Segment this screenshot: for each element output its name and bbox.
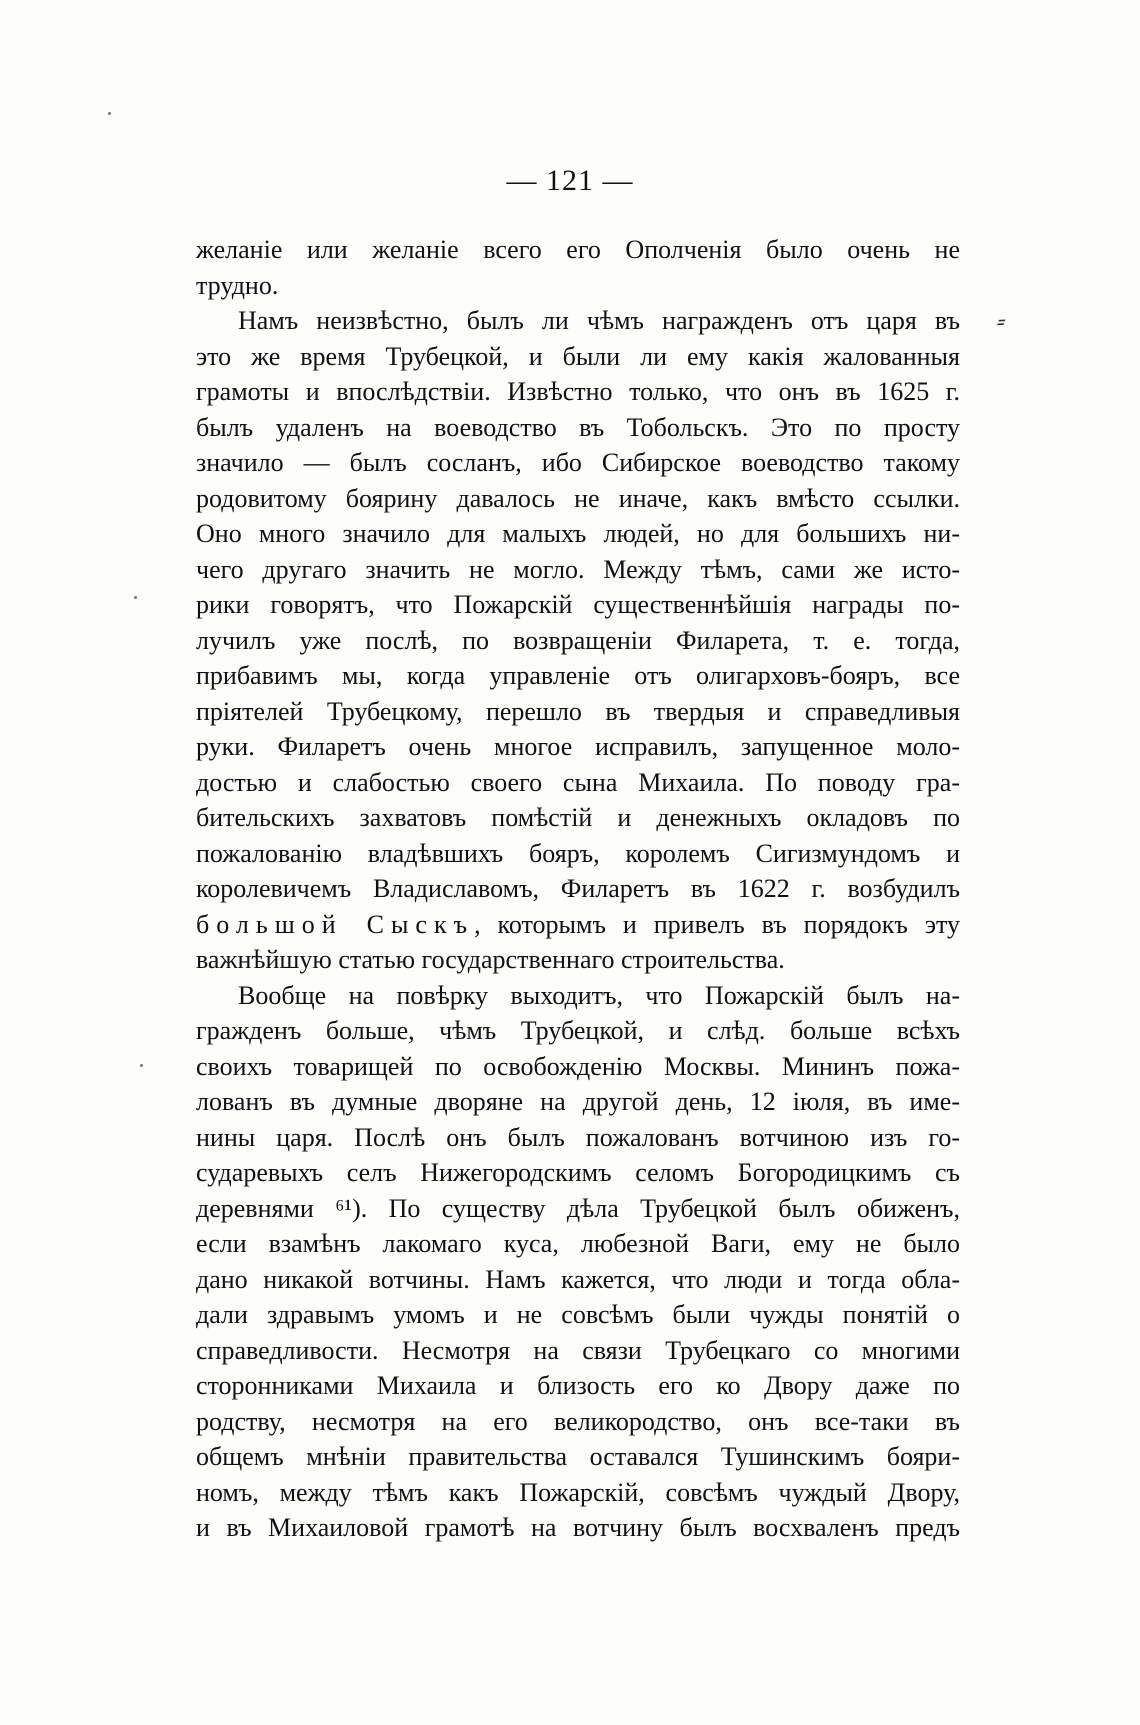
text-line: дано никакой вотчины. Намъ кажется, что люди и тогда обла- xyxy=(196,1264,960,1294)
text-line: важнѣйшую статью государственнаго строительства. xyxy=(196,945,785,974)
text-line: номъ, между тѣмъ какъ Пожарскій, совсѣмъ чуждый Двору, xyxy=(196,1477,960,1507)
text-line: справедливости. Несмотря на связи Трубецкаго со многими xyxy=(196,1335,960,1365)
body-text xyxy=(196,232,960,1546)
paragraph xyxy=(196,232,960,303)
text-line: рики говорятъ, что Пожарскій существеннѣйшія награды по- xyxy=(196,590,960,619)
margin-mark: ⸗ xyxy=(993,308,1010,335)
text-line: трудно. xyxy=(196,270,279,300)
text-line: лучилъ уже послѣ, по возвращеніи Филарета, т. е. тогда, xyxy=(196,625,960,655)
text-line: Намъ неизвѣстно, былъ ли чѣмъ награжденъ отъ царя въ xyxy=(238,306,960,335)
text-line: пріятелей Трубецкому, перешло въ твердыя и справедливыя xyxy=(196,696,960,726)
text-line: сторонниками Михаила и близость его ко Двору даже по xyxy=(196,1371,960,1400)
text-line: дали здравымъ умомъ и не совсѣмъ были чужды понятій о xyxy=(196,1300,960,1329)
spaced-emphasis: большой Сыскъ xyxy=(196,909,475,939)
text-line: руки. Филаретъ очень многое исправилъ, запущенное моло- xyxy=(196,732,960,761)
text-line: сударевыхъ селъ Нижегородскимъ селомъ Богородицкимъ съ xyxy=(196,1158,960,1187)
page-number: — 121 — xyxy=(506,164,634,197)
text-line: родству, несмотря на его великородство, онъ все-таки въ xyxy=(196,1406,960,1436)
text-line: нины царя. Послѣ онъ былъ пожалованъ вотчиною изъ го- xyxy=(196,1122,960,1152)
text-line: бительскихъ захватовъ помѣстій и денежныхъ окладовъ по xyxy=(196,803,960,832)
paper-speck xyxy=(140,1064,143,1067)
text-line: Оно много значило для малыхъ людей, но для большихъ ни- xyxy=(196,519,960,548)
text-line: и въ Михаиловой грамотѣ на вотчину былъ восхваленъ предъ xyxy=(196,1513,960,1542)
text-line: своихъ товарищей по освобожденію Москвы. Мининъ пожа- xyxy=(196,1051,960,1081)
text-line: родовитому боярину давалось не иначе, какъ вмѣсто ссылки. xyxy=(196,483,960,513)
text-line: грамоты и впослѣдствіи. Извѣстно только, что онъ въ 1625 г. xyxy=(196,377,960,406)
paper-speck xyxy=(108,112,111,115)
paper-speck xyxy=(134,596,137,599)
text-line: деревнями ⁶¹). По существу дѣла Трубецкой былъ обиженъ, xyxy=(196,1193,960,1223)
text-line: это же время Трубецкой, и были ли ему какія жалованныя xyxy=(196,341,960,371)
text-line: чего другаго значить не могло. Между тѣмъ, сами же исто- xyxy=(196,554,960,584)
text-line: гражденъ больше, чѣмъ Трубецкой, и слѣд. больше всѣхъ xyxy=(196,1016,960,1045)
text-line: если взамѣнъ лакомаго куса, любезной Ваги, ему не было xyxy=(196,1229,960,1258)
paragraph xyxy=(196,303,960,978)
text-line: былъ удаленъ на воеводство въ Тобольскъ. Это по просту xyxy=(196,412,960,442)
text-line: королевичемъ Владиславомъ, Филаретъ въ 1622 г. возбудилъ xyxy=(196,874,960,903)
text-line: желаніе или желаніе всего его Ополченія было очень не xyxy=(196,235,960,264)
text-line: лованъ въ думные дворяне на другой день, 12 іюля, въ име- xyxy=(196,1087,960,1116)
text-line: достью и слабостью своего сына Михаила. По поводу гра- xyxy=(196,767,960,797)
paragraph xyxy=(196,978,960,1546)
text-line: Вообще на повѣрку выходитъ, что Пожарскій былъ на- xyxy=(238,980,960,1010)
text-line: значило — былъ сосланъ, ибо Сибирское воеводство такому xyxy=(196,448,960,477)
text-line-spaced: большой Сыскъ, которымъ и привелъ въ порядокъ эту xyxy=(196,909,960,939)
text-line: прибавимъ мы, когда управленіе отъ олигарховъ-бояръ, все xyxy=(196,661,960,690)
text-line: общемъ мнѣніи правительства оставался Тушинскимъ бояри- xyxy=(196,1442,960,1471)
text-line: пожалованію владѣвшихъ бояръ, королемъ Сигизмундомъ и xyxy=(196,838,960,868)
